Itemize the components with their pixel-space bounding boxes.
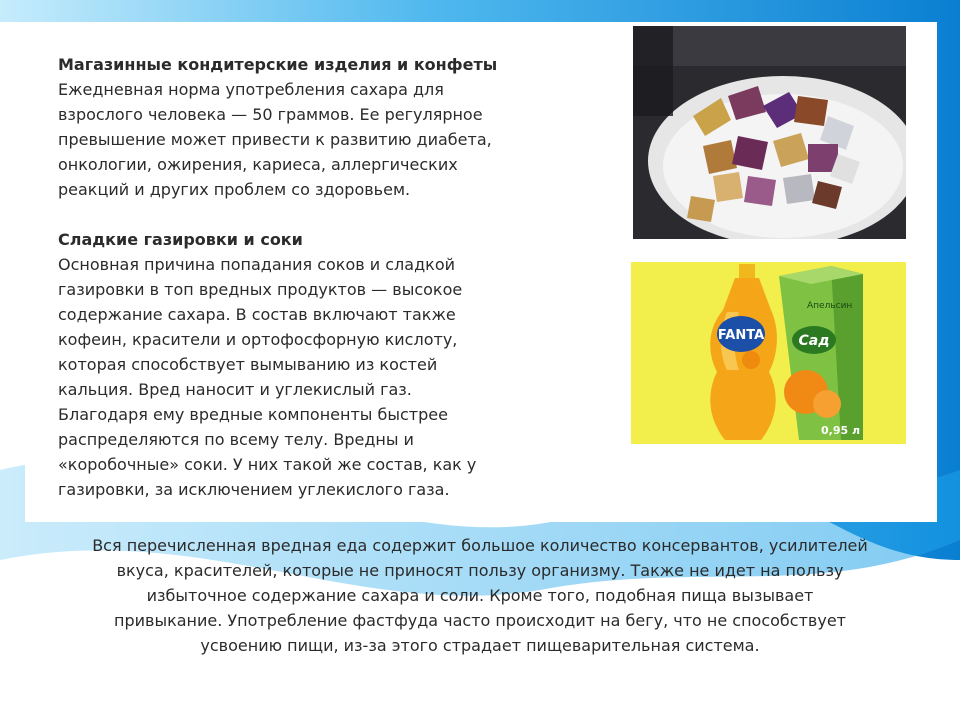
text-line: содержание сахара. В состав включают также bbox=[58, 305, 456, 324]
text-line: превышение может привести к развитию диабета, bbox=[58, 130, 492, 149]
text-line: привыкание. Употребление фастфуда часто происходит на бегу, что не способствует bbox=[114, 611, 846, 630]
section-title-drinks: Сладкие газировки и соки bbox=[58, 230, 303, 249]
text-line: газировки, за исключением углекислого газа. bbox=[58, 480, 450, 499]
text-line: «коробочные» соки. У них такой же состав, как у bbox=[58, 455, 477, 474]
section-title-sweets: Магазинные кондитерские изделия и конфеты bbox=[58, 55, 498, 74]
spacer bbox=[58, 202, 538, 227]
main-text bbox=[58, 52, 538, 502]
text-line: Благодаря ему вредные компоненты быстрее bbox=[58, 405, 448, 424]
text-line: онкологии, ожирения, кариеса, аллергических bbox=[58, 155, 458, 174]
text-line: распределяются по всему телу. Вредны и bbox=[58, 430, 414, 449]
text-line: газировки в топ вредных продуктов — высокое bbox=[58, 280, 463, 299]
text-line: кофеин, красители и ортофосфорную кислоту, bbox=[58, 330, 458, 349]
section-body-drinks bbox=[58, 252, 538, 502]
text-line: которая способствует вымыванию из костей bbox=[58, 355, 438, 374]
text-line: усвоению пищи, из-за этого страдает пищеварительная система. bbox=[200, 636, 760, 655]
svg-text:Сад: Сад bbox=[798, 333, 830, 349]
text-line: Основная причина попадания соков и сладкой bbox=[58, 255, 455, 274]
svg-text:FANTA: FANTA bbox=[717, 328, 765, 343]
juice-and-soda-photo bbox=[631, 262, 906, 444]
text-line: вкуса, красителей, которые не приносят пользу организму. Также не идет на пользу bbox=[116, 561, 844, 580]
text-line: кальция. Вред наносит и углекислый газ. bbox=[58, 380, 412, 399]
candies-photo bbox=[633, 26, 906, 239]
text-line: избыточное содержание сахара и соли. Кроме того, подобная пища вызывает bbox=[146, 586, 814, 605]
text-line: Вся перечисленная вредная еда содержит большое количество консервантов, усилителей bbox=[92, 536, 868, 555]
svg-text:Апельсин: Апельсин bbox=[807, 301, 853, 311]
section-body-sweets bbox=[58, 77, 538, 202]
text-line: взрослого человека — 50 граммов. Ее регулярное bbox=[58, 105, 483, 124]
svg-text:0,95 л: 0,95 л bbox=[821, 424, 861, 437]
summary-paragraph bbox=[62, 533, 898, 658]
text-line: Ежедневная норма употребления сахара для bbox=[58, 80, 444, 99]
text-line: реакций и других проблем со здоровьем. bbox=[58, 180, 411, 199]
